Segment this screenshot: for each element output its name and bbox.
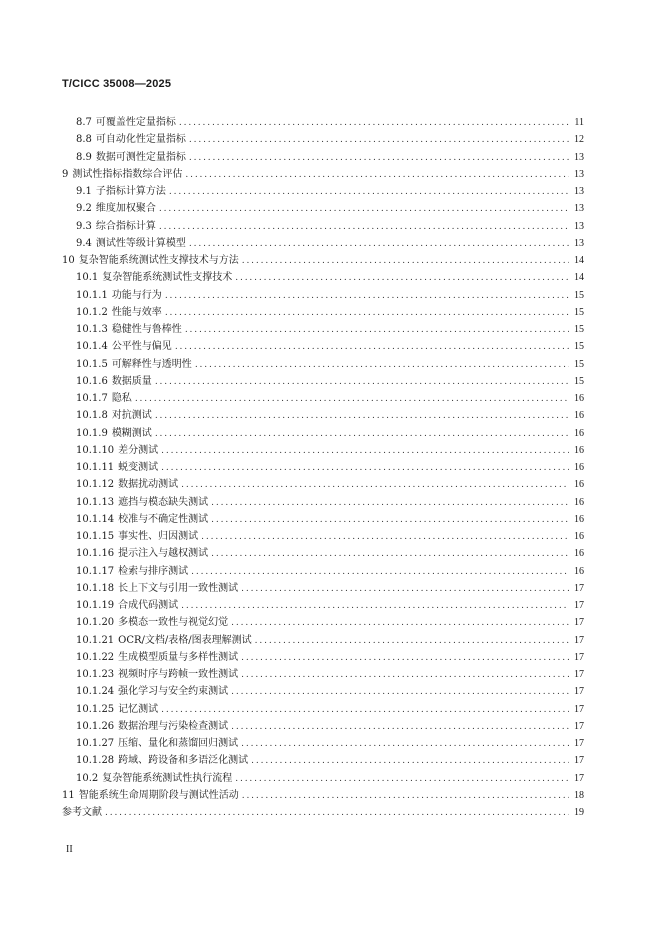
toc-entry-title (76, 735, 238, 752)
toc-entry-label: 数据可测性定量指标 (95, 151, 186, 163)
toc-entry-page: 15 (574, 375, 584, 387)
toc-entry-page: 17 (574, 669, 584, 680)
toc-entry-page: 16 (574, 479, 584, 491)
toc-leader-dots (195, 357, 569, 374)
toc-entry-label: 测试性等级计算模型 (95, 237, 186, 249)
toc-entry-number: 10.1.8 (76, 410, 108, 422)
toc-entry[interactable] (62, 252, 584, 269)
toc-entry[interactable] (62, 356, 584, 373)
toc-entry-title (76, 287, 162, 304)
toc-entry-title (76, 614, 228, 631)
toc-entry[interactable] (62, 183, 584, 200)
toc-entry-page: 14 (574, 272, 584, 284)
toc-entry-label: 测试性指标指数综合评估 (72, 168, 183, 180)
toc-entry[interactable] (62, 666, 584, 683)
toc-entry-page: 13 (574, 220, 584, 232)
toc-entry-label: 记忆测试 (118, 703, 159, 715)
toc-entry[interactable] (62, 200, 584, 217)
toc-entry[interactable] (62, 425, 584, 442)
toc-leader-dots (189, 236, 569, 253)
toc-entry[interactable] (62, 770, 584, 787)
toc-entry-number: 10.1.28 (76, 755, 115, 767)
toc-entry-number: 10.1.6 (76, 375, 108, 387)
toc-entry-title (76, 494, 208, 511)
toc-entry-title (76, 373, 152, 390)
toc-entry[interactable] (62, 752, 584, 769)
toc-entry[interactable] (62, 304, 584, 321)
toc-entry-number: 10.1.14 (76, 513, 115, 525)
toc-entry-number: 9.4 (76, 237, 92, 249)
toc-entry-number: 9.2 (76, 203, 92, 215)
toc-leader-dots (211, 512, 569, 529)
toc-entry-title (76, 701, 158, 718)
toc-entry-title (76, 218, 156, 235)
toc-entry-label: 模糊测试 (111, 427, 152, 439)
toc-entry-number: 10.1.20 (76, 617, 115, 629)
toc-leader-dots (211, 546, 569, 563)
toc-entry-page: 16 (574, 548, 584, 560)
toc-entry-page: 15 (574, 306, 584, 318)
toc-entry[interactable] (62, 701, 584, 718)
toc-entry-number: 10.1.17 (76, 565, 115, 577)
toc-entry-title (76, 511, 208, 528)
toc-entry-label: 合成代码测试 (118, 600, 179, 611)
toc-entry-number: 9 (62, 168, 69, 180)
toc-entry[interactable] (62, 269, 584, 286)
toc-leader-dots (175, 339, 569, 356)
toc-entry-title (76, 528, 198, 545)
toc-entry[interactable] (62, 287, 584, 304)
toc-entry-title (62, 166, 182, 183)
toc-entry-label: 强化学习与安全约束测试 (118, 686, 229, 698)
toc-entry-label: 生成模型质量与多样性测试 (118, 651, 239, 663)
toc-leader-dots (181, 598, 569, 615)
toc-entry-title (76, 338, 172, 355)
toc-entry[interactable] (62, 735, 584, 752)
toc-entry-title (76, 666, 238, 683)
toc-entry-label: 复杂智能系统测试性执行流程 (102, 772, 233, 784)
toc-entry-title (76, 407, 152, 424)
toc-entry[interactable] (62, 580, 584, 597)
toc-entry-number: 9.3 (76, 220, 92, 232)
toc-entry-page: 17 (574, 772, 584, 784)
toc-leader-dots (241, 581, 569, 598)
toc-leader-dots (242, 253, 569, 270)
toc-entry-number: 10.1.15 (76, 531, 115, 542)
toc-entry[interactable] (62, 338, 584, 355)
toc-entry-number: 10.1.13 (76, 496, 115, 508)
toc-entry-page: 16 (574, 513, 584, 525)
toc-entry[interactable] (62, 235, 584, 252)
toc-entry-page: 17 (574, 600, 584, 611)
toc-entry-label: 维度加权聚合 (95, 203, 156, 215)
toc-entry-label: 多模态一致性与视觉幻觉 (118, 617, 229, 629)
toc-leader-dots (161, 460, 569, 477)
toc-entry[interactable] (62, 218, 584, 235)
toc-entry-label: 蜕变测试 (118, 462, 159, 473)
toc-entry-page: 16 (574, 531, 584, 542)
toc-entry-number: 9.1 (76, 186, 92, 197)
toc-leader-dots (241, 667, 569, 684)
toc-entry-page: 15 (574, 341, 584, 353)
toc-leader-dots (161, 443, 569, 460)
toc-entry-label: 视频时序与跨帧一致性测试 (118, 669, 239, 680)
toc-entry-page: 17 (574, 582, 584, 594)
toc-entry-label: 差分测试 (118, 444, 159, 456)
toc-entry[interactable] (62, 407, 584, 424)
toc-entry-title (62, 787, 239, 804)
toc-leader-dots (189, 150, 569, 167)
toc-entry-title (76, 597, 178, 614)
toc-entry-label: 综合指标计算 (95, 220, 156, 232)
toc-entry-page: 19 (574, 807, 584, 818)
toc-entry-label: 稳健性与鲁棒性 (111, 324, 182, 335)
toc-entry-label: 复杂智能系统测试性支撑技术与方法 (78, 255, 239, 266)
toc-entry[interactable] (62, 390, 584, 407)
toc-entry-number: 10.1.11 (76, 462, 115, 473)
toc-entry-page: 17 (574, 617, 584, 629)
toc-entry-title (76, 269, 232, 286)
toc-entry-number: 8.7 (76, 117, 92, 128)
toc-entry-label: 事实性、归因测试 (118, 531, 199, 542)
toc-entry-title (76, 425, 152, 442)
toc-leader-dots (251, 753, 569, 770)
toc-entry-label: 遮挡与模态缺失测试 (118, 496, 209, 508)
toc-entry-number: 10.1.25 (76, 703, 115, 715)
toc-entry-label: 检索与排序测试 (118, 565, 189, 577)
toc-entry-page: 18 (574, 789, 584, 801)
toc-entry[interactable] (62, 597, 584, 614)
toc-entry-title (76, 770, 232, 787)
toc-entry[interactable] (62, 494, 584, 511)
toc-entry[interactable] (62, 321, 584, 338)
toc-leader-dots (165, 305, 569, 322)
toc-entry[interactable] (62, 614, 584, 631)
toc-entry-label: 数据扰动测试 (118, 479, 179, 491)
toc-entry-page: 11 (574, 117, 584, 128)
toc-leader-dots (159, 201, 569, 218)
toc-entry[interactable] (62, 528, 584, 545)
toc-entry-title (76, 114, 176, 131)
toc-entry-page: 17 (574, 703, 584, 715)
toc-entry-label: 对抗测试 (111, 410, 152, 422)
toc-entry-title (76, 545, 208, 562)
toc-entry-title (76, 632, 252, 649)
toc-leader-dots (235, 771, 569, 788)
toc-entry-title (76, 304, 162, 321)
toc-entry[interactable] (62, 149, 584, 166)
toc-entry-label: 参考文献 (62, 807, 102, 818)
toc-entry[interactable] (62, 804, 584, 821)
toc-entry-title (76, 476, 178, 493)
toc-entry[interactable] (62, 649, 584, 666)
toc-entry[interactable] (62, 563, 584, 580)
toc-entry[interactable] (62, 787, 584, 804)
toc-entry[interactable] (62, 545, 584, 562)
toc-entry-number: 10.1.22 (76, 651, 115, 663)
toc-entry-title (76, 459, 158, 476)
toc-entry[interactable] (62, 683, 584, 700)
toc-entry-number: 10.1.27 (76, 738, 115, 749)
toc-leader-dots (201, 529, 569, 546)
toc-entry-label: 校准与不确定性测试 (118, 513, 209, 525)
toc-entry-title (76, 563, 188, 580)
toc-entry-title (76, 683, 228, 700)
toc-entry-title (76, 580, 238, 597)
toc-entry-title (76, 183, 166, 200)
toc-entry-title (76, 235, 186, 252)
toc-entry-number: 10.1.24 (76, 686, 115, 698)
toc-entry-label: 长上下文与引用一致性测试 (118, 582, 239, 594)
toc-entry[interactable] (62, 131, 584, 148)
toc-entry-title (76, 442, 158, 459)
toc-entry-page: 17 (574, 755, 584, 767)
toc-entry-number: 10.1.23 (76, 669, 115, 680)
toc-leader-dots (155, 408, 569, 425)
toc-leader-dots (181, 477, 569, 494)
toc-entry-label: 跨域、跨设备和多语泛化测试 (118, 755, 249, 767)
toc-entry-title (76, 356, 192, 373)
toc-leader-dots (185, 322, 569, 339)
toc-entry[interactable] (62, 718, 584, 735)
toc-leader-dots (235, 270, 569, 287)
toc-entry-label: 数据质量 (111, 375, 152, 387)
toc-entry-label: 可覆盖性定量指标 (95, 117, 176, 128)
toc-leader-dots (231, 684, 569, 701)
toc-entry-number: 10.1.12 (76, 479, 115, 491)
toc-entry-label: 数据治理与污染检查测试 (118, 720, 229, 732)
toc-leader-dots (185, 167, 569, 184)
toc-leader-dots (242, 788, 569, 805)
toc-entry-number: 10.1.2 (76, 306, 108, 318)
toc-entry-number: 10.1.3 (76, 324, 108, 335)
toc-entry-page: 17 (574, 651, 584, 663)
toc-leader-dots (189, 132, 569, 149)
toc-entry-page: 16 (574, 565, 584, 577)
toc-leader-dots (241, 650, 569, 667)
page-number: II (66, 844, 73, 855)
toc-entry-page: 13 (574, 203, 584, 215)
toc-entry-page: 14 (574, 255, 584, 266)
toc-entry[interactable] (62, 166, 584, 183)
toc-leader-dots (155, 426, 569, 443)
toc-leader-dots (231, 615, 569, 632)
toc-leader-dots (105, 805, 569, 822)
toc-entry-label: 隐私 (111, 393, 132, 404)
toc-entry-page: 16 (574, 410, 584, 422)
toc-entry-number: 10.1.5 (76, 358, 108, 370)
toc-entry-number: 10.1.18 (76, 582, 115, 594)
toc-entry-title (76, 321, 182, 338)
toc-entry-number: 8.9 (76, 151, 92, 163)
toc-entry-page: 16 (574, 496, 584, 508)
toc-entry-number: 10.2 (76, 772, 99, 784)
toc-entry[interactable] (62, 459, 584, 476)
toc-leader-dots (241, 736, 569, 753)
toc-entry-page: 15 (574, 324, 584, 335)
toc-entry-number: 10.1.10 (76, 444, 115, 456)
toc-entry-title (76, 718, 228, 735)
toc-entry-number: 10.1.4 (76, 341, 108, 353)
toc-entry-page: 16 (574, 393, 584, 404)
toc-entry-label: 功能与行为 (111, 289, 162, 301)
toc-leader-dots (159, 219, 569, 236)
toc-entry-page: 13 (574, 237, 584, 249)
toc-entry-number: 10.1.26 (76, 720, 115, 732)
toc-entry-number: 10.1.21 (76, 634, 115, 646)
toc-entry-title (76, 200, 156, 217)
toc-entry[interactable] (62, 114, 584, 131)
toc-entry-number: 10.1.9 (76, 427, 108, 439)
toc-entry[interactable] (62, 511, 584, 528)
toc-entry-number: 10.1.7 (76, 393, 108, 404)
toc-entry-page: 13 (574, 168, 584, 180)
toc-entry-title (76, 149, 186, 166)
toc-entry-page: 13 (574, 151, 584, 163)
toc-entry-number: 10.1 (76, 272, 99, 284)
toc-leader-dots (165, 288, 569, 305)
toc-leader-dots (161, 702, 569, 719)
toc-leader-dots (255, 633, 569, 650)
toc-entry-title (76, 752, 248, 769)
toc-leader-dots (169, 184, 569, 201)
toc-entry-label: 压缩、量化和蒸馏回归测试 (118, 738, 239, 749)
toc-entry-label: 可解释性与透明性 (111, 358, 192, 370)
toc-entry-page: 16 (574, 427, 584, 439)
toc-entry-label: 可自动化性定量指标 (95, 134, 186, 146)
toc-entry[interactable] (62, 632, 584, 649)
toc-leader-dots (155, 374, 569, 391)
toc-entry-page: 13 (574, 186, 584, 197)
toc-entry-page: 17 (574, 634, 584, 646)
toc-entry-page: 16 (574, 462, 584, 473)
toc-leader-dots (231, 719, 569, 736)
toc-entry-number: 10.1.16 (76, 548, 115, 560)
toc-entry-number: 8.8 (76, 134, 92, 146)
toc-entry-title (76, 649, 238, 666)
toc-leader-dots (135, 391, 569, 408)
toc-entry[interactable] (62, 476, 584, 493)
toc-entry-title (62, 252, 239, 269)
toc-entry-label: 公平性与偏见 (111, 341, 172, 353)
table-of-contents (62, 114, 584, 821)
toc-leader-dots (211, 495, 569, 512)
toc-leader-dots (179, 115, 569, 132)
toc-entry-page: 16 (574, 444, 584, 456)
toc-entry-label: OCR/文档/表格/图表理解测试 (118, 634, 252, 646)
toc-entry-number: 11 (62, 789, 75, 801)
toc-entry-number: 10.1.19 (76, 600, 115, 611)
toc-entry-label: 性能与效率 (111, 306, 162, 318)
toc-entry-page: 17 (574, 738, 584, 749)
toc-entry-label: 提示注入与越权测试 (118, 548, 209, 560)
toc-entry-number: 10.1.1 (76, 289, 108, 301)
toc-entry-label: 智能系统生命周期阶段与测试性活动 (78, 789, 239, 801)
toc-entry-page: 17 (574, 686, 584, 698)
toc-entry-title (76, 390, 132, 407)
toc-entry-page: 12 (574, 134, 584, 146)
toc-entry-title (76, 131, 186, 148)
toc-entry-number: 10 (62, 255, 75, 266)
toc-entry-label: 子指标计算方法 (95, 186, 166, 197)
toc-entry-page: 15 (574, 289, 584, 301)
toc-entry-title (62, 804, 102, 821)
toc-entry-label: 复杂智能系统测试性支撑技术 (102, 272, 233, 284)
toc-entry[interactable] (62, 373, 584, 390)
toc-entry[interactable] (62, 442, 584, 459)
document-code: T/CICC 35008—2025 (62, 78, 172, 90)
toc-entry-page: 15 (574, 358, 584, 370)
toc-leader-dots (191, 564, 569, 581)
toc-entry-page: 17 (574, 720, 584, 732)
